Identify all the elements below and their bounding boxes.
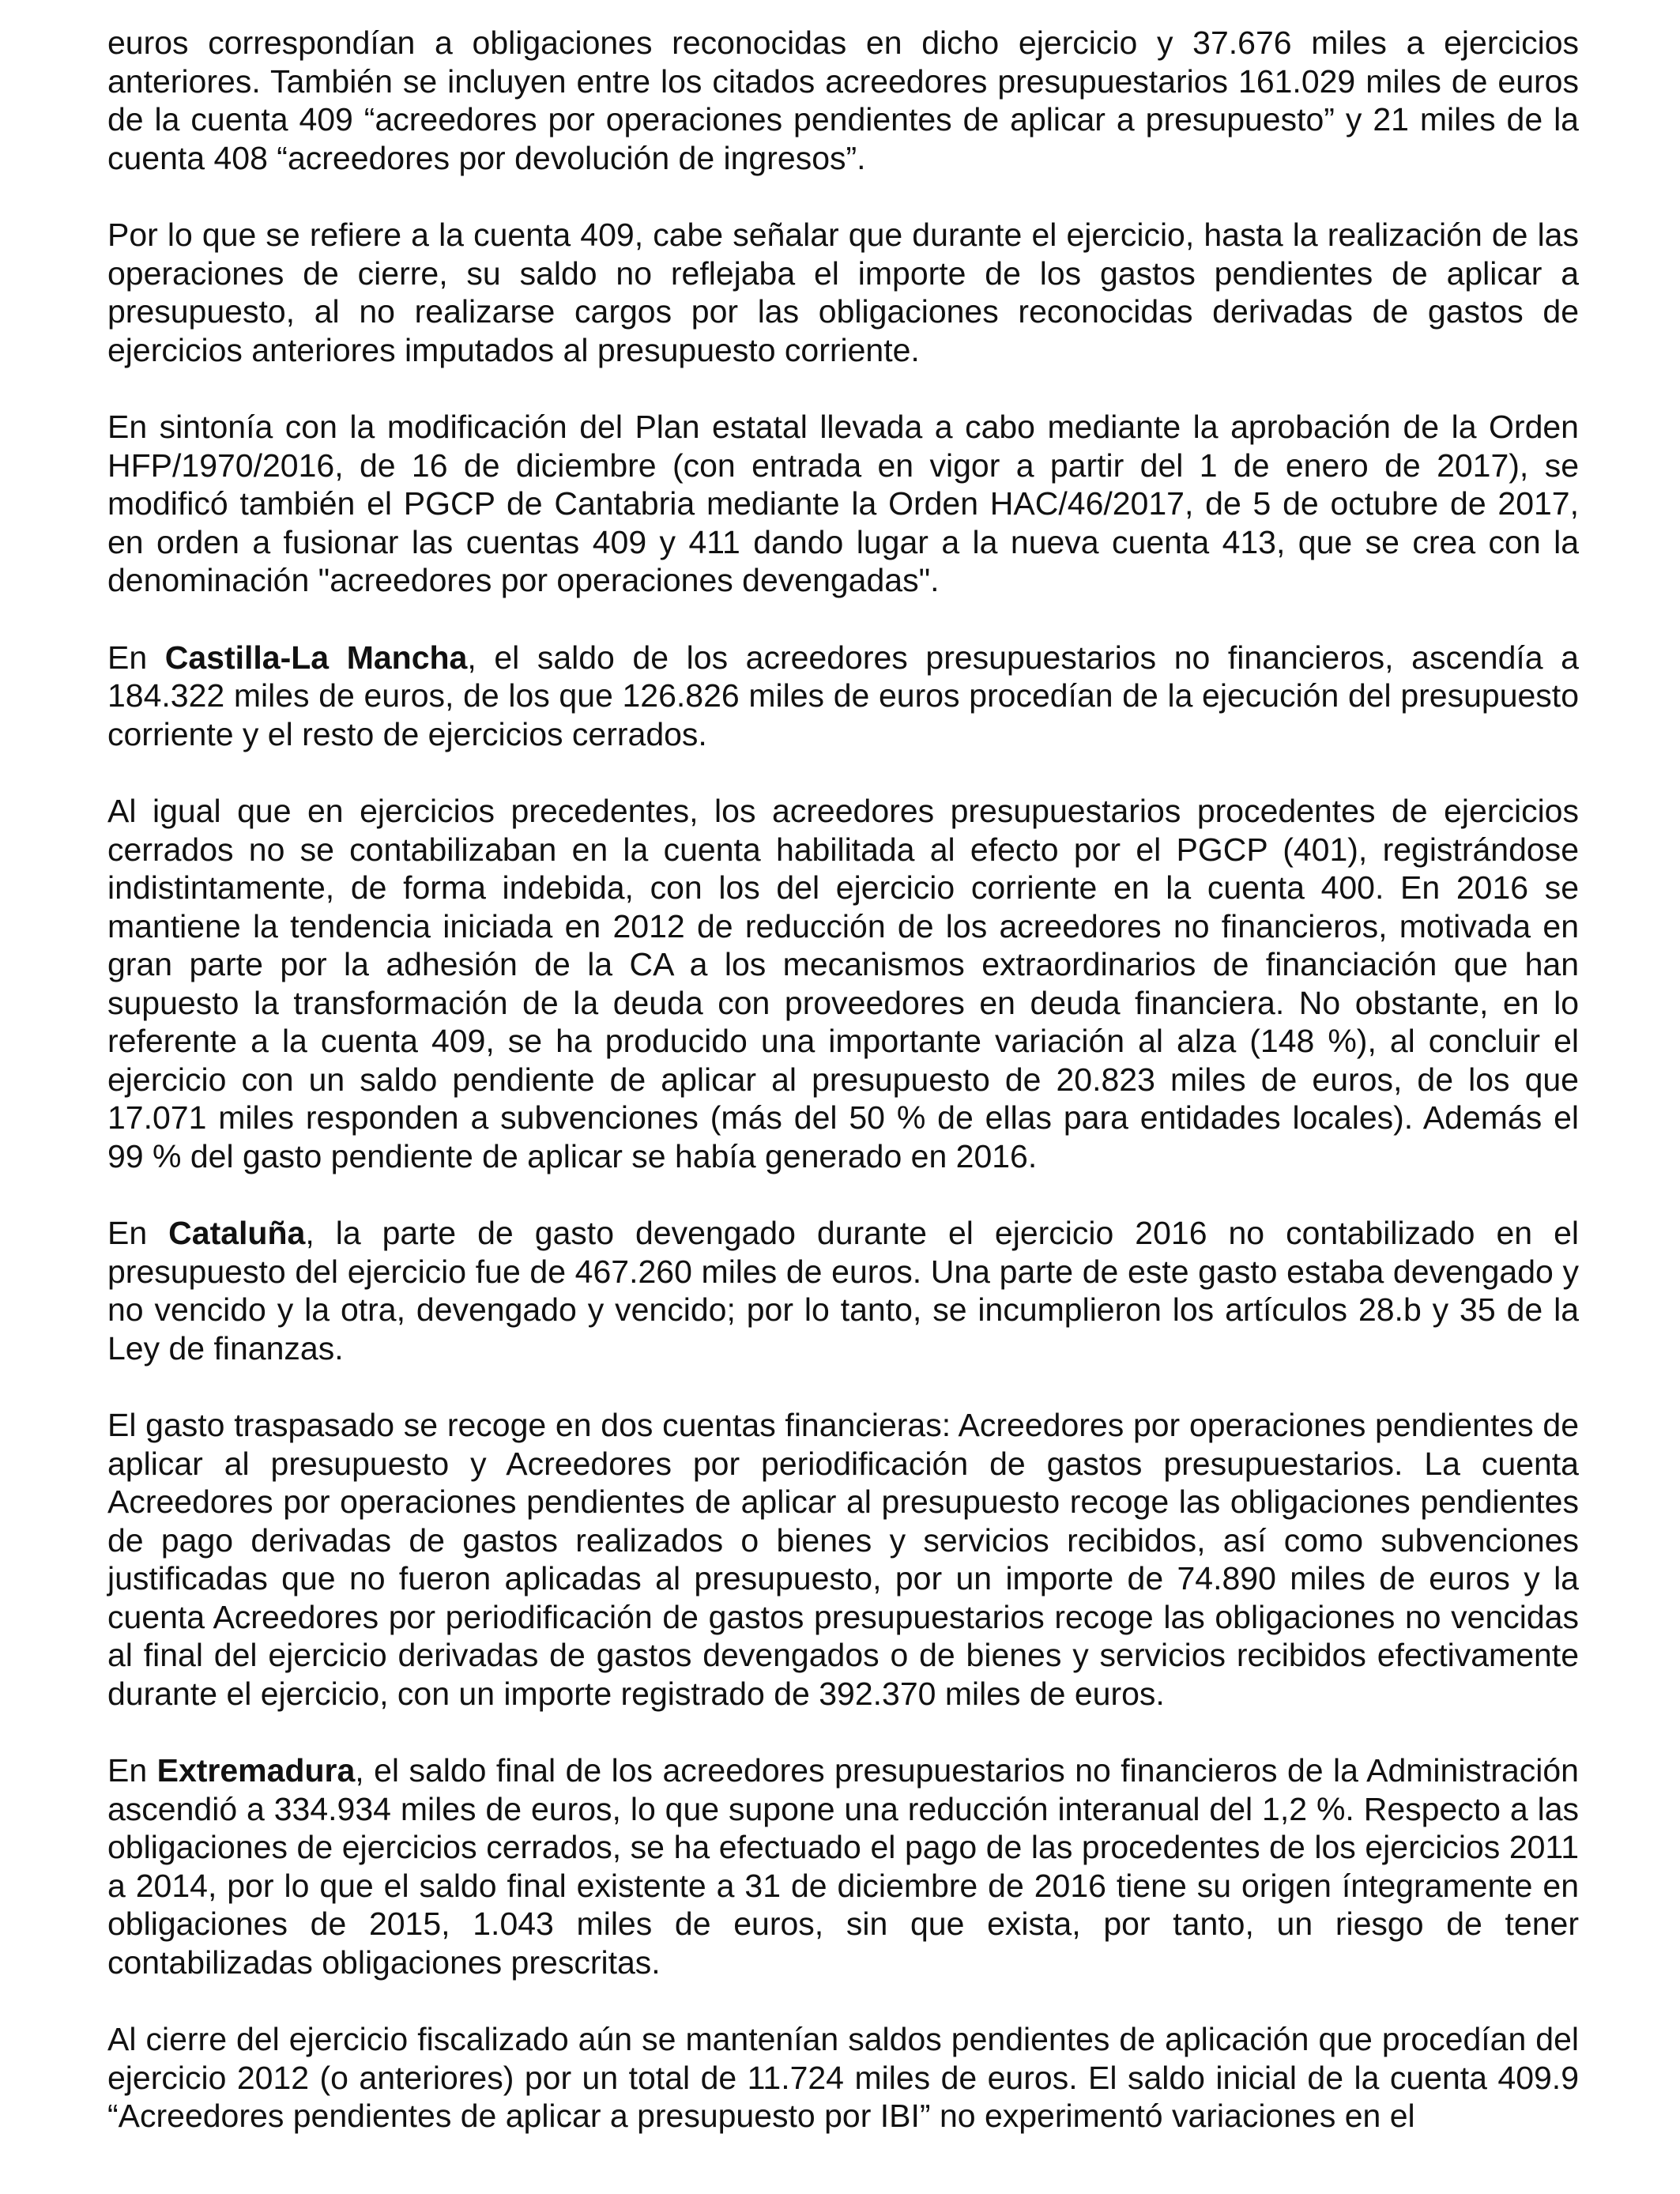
paragraph-text: Al igual que en ejercicios precedentes, los acreedores presupuestarios procedentes de ejercicios cerrados no se contabilizaban en la cuenta habilitada al efecto por el PGCP (401), registrándose indistintamente, de forma indebida, con los del ejercicio corriente en la cuenta 400. En 2016 se mantiene la tendencia iniciada en 2012 de reducción de los acreedores no financieros, motivada en gran parte por la adhesión de la CA a los mecanismos extraordinarios de financiación que han supuesto la transformación de la deuda con proveedores en deuda financiera. No obstante, en lo referente a la cuenta 409, se ha producido una importante variación al alza (148 %), al concluir el ejercicio con un saldo pendiente de aplicar al presupuesto de 20.823 miles de euros, de los que 17.071 miles responden a subvenciones (más del 50 % de ellas para entidades locales). Además el 99 % del gasto pendiente de aplicar se había generado en 2016. (107, 793, 1579, 1174)
paragraph-cuenta-409 (107, 216, 1579, 369)
paragraph-text: En (107, 1752, 157, 1789)
region-name-castilla-la-mancha: Castilla-La Mancha (164, 639, 468, 676)
paragraph-text: En sintonía con la modificación del Plan estatal llevada a cabo mediante la aprobación de la Orden HFP/1970/2016, de 16 de diciembre (con entrada en vigor a partir del 1 de enero de 2017), se modificó también el PGCP de Cantabria mediante la Orden HAC/46/2017, de 5 de octubre de 2017, en orden a fusionar las cuentas 409 y 411 dando lugar a la nueva cuenta 413, que se crea con la denominación "acreedores por operaciones devengadas". (107, 409, 1579, 598)
paragraph-text: , el saldo final de los acreedores presupuestarios no financieros de la Administración ascendió a 334.934 miles de euros, lo que supone una reducción interanual del 1,2 %. Respecto a las obligaciones de ejercicios cerrados, se ha efectuado el pago de las procedentes de los ejercicios 2011 a 2014, por lo que el saldo final existente a 31 de diciembre de 2016 tiene su origen íntegramente en obligaciones de 2015, 1.043 miles de euros, sin que exista, por tanto, un riesgo de tener contabilizadas obligaciones prescritas. (107, 1752, 1579, 1981)
paragraph-castilla-la-mancha (107, 639, 1579, 754)
paragraph-text: Por lo que se refiere a la cuenta 409, cabe señalar que durante el ejercicio, hasta la realización de las operaciones de cierre, su saldo no reflejaba el importe de los gastos pendientes de aplicar a presupuesto, al no realizarse cargos por las obligaciones reconocidas derivadas de gastos de ejercicios anteriores imputados al presupuesto corriente. (107, 217, 1579, 368)
paragraph-cierre-ejercicio (107, 2020, 1579, 2136)
paragraph-text: , la parte de gasto devengado durante el ejercicio 2016 no contabilizado en el presupuesto del ejercicio fue de 467.260 miles de euros. Una parte de este gasto estaba devengado y no vencido y la otra, devengado y vencido; por lo tanto, se incumplieron los artículos 28.b y 35 de la Ley de finanzas. (107, 1215, 1579, 1367)
paragraph-obligaciones-409 (107, 24, 1579, 177)
paragraph-text: euros correspondían a obligaciones reconocidas en dicho ejercicio y 37.676 miles a ejercicios anteriores. También se incluyen entre los citados acreedores presupuestarios 161.029 miles de euros de la cuenta 409 “acreedores por operaciones pendientes de aplicar a presupuesto” y 21 miles de la cuenta 408 “acreedores por devolución de ingresos”. (107, 25, 1579, 176)
paragraph-ejercicios-precedentes (107, 792, 1579, 1175)
region-name-cataluna: Cataluña (168, 1215, 306, 1251)
paragraph-cantabria-pgcp (107, 408, 1579, 600)
paragraph-gasto-traspasado (107, 1406, 1579, 1713)
paragraph-cataluna (107, 1214, 1579, 1367)
paragraph-text: El gasto traspasado se recoge en dos cuentas financieras: Acreedores por operaciones pendientes de aplicar al presupuesto y Acreedores por periodificación de gastos presupuestarios. La cuenta Acreedores por operaciones pendientes de aplicar al presupuesto recoge las obligaciones pendientes de pago derivadas de gastos realizados o bienes y servicios recibidos, así como subvenciones justificadas que no fueron aplicadas al presupuesto, por un importe de 74.890 miles de euros y la cuenta Acreedores por periodificación de gastos presupuestarios recoge las obligaciones no vencidas al final del ejercicio derivadas de gastos devengados o de bienes y servicios recibidos efectivamente durante el ejercicio, con un importe registrado de 392.370 miles de euros. (107, 1407, 1579, 1712)
region-name-extremadura: Extremadura (156, 1752, 356, 1789)
paragraph-text: En (107, 639, 165, 676)
paragraph-extremadura (107, 1751, 1579, 1981)
paragraph-text: Al cierre del ejercicio fiscalizado aún se mantenían saldos pendientes de aplicación que procedían del ejercicio 2012 (o anteriores) por un total de 11.724 miles de euros. El saldo inicial de la cuenta 409.9 “Acreedores pendientes de aplicar a presupuesto por IBI” no experimentó variaciones en el (107, 2021, 1579, 2134)
document-page (107, 24, 1579, 2174)
paragraph-text: En (107, 1215, 169, 1251)
paragraph-text: , el saldo de los acreedores presupuestarios no financieros, ascendía a 184.322 miles de euros, de los que 126.826 miles de euros procedían de la ejecución del presupuesto corriente y el resto de ejercicios cerrados. (107, 639, 1579, 752)
